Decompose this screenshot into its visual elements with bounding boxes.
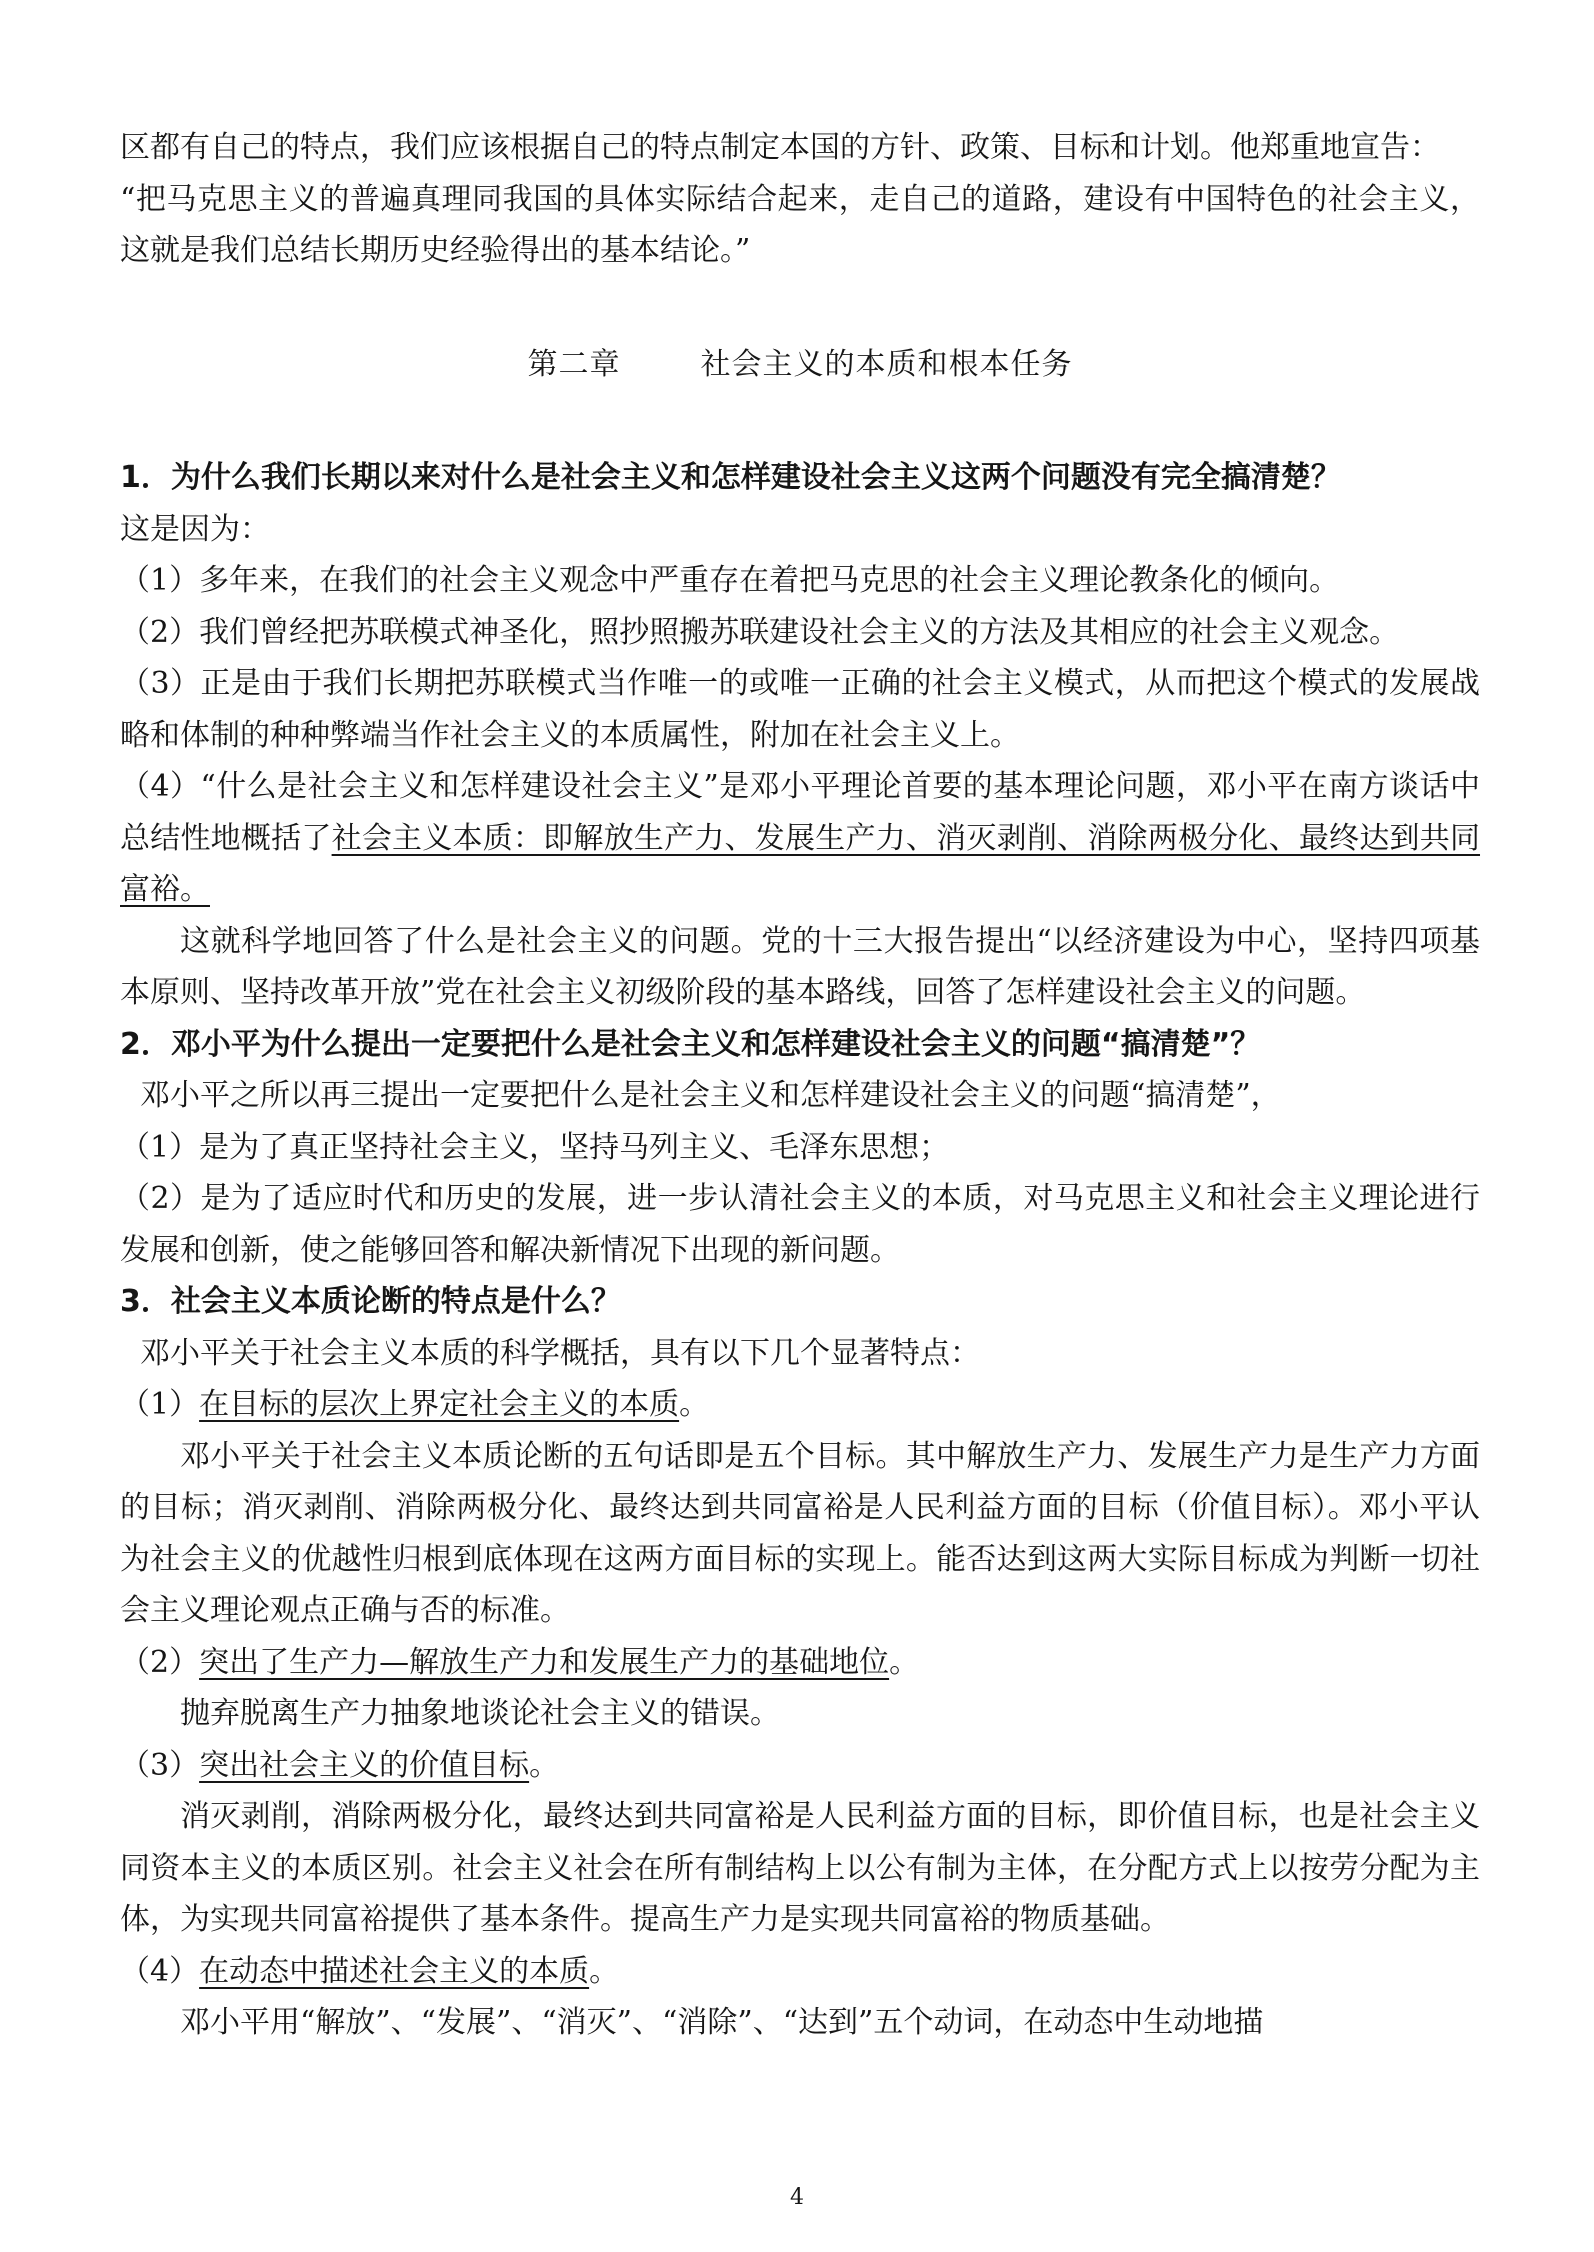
q3-point-2-body: 抛弃脱离生产力抽象地谈论社会主义的错误。 (180, 1696, 780, 1731)
q3-point-3-num: （3） (120, 1747, 200, 1783)
q3-point-1-underlined: 在目标的层次上界定社会主义的本质 (199, 1387, 680, 1422)
question-2-title: 2．邓小平为什么提出一定要把什么是社会主义和怎样建设社会主义的问题“搞清楚”？ (120, 1026, 1261, 1062)
q3-point-2-end: 。 (889, 1644, 920, 1680)
q2-point-1: （1）是为了真正坚持社会主义，坚持马列主义、毛泽东思想； (120, 1129, 950, 1165)
q1-point-3: （3）正是由于我们长期把苏联模式当作唯一的或唯一正确的社会主义模式，从而把这个模式的发展战略和体制的种种弊端当作社会主义的本质属性，附加在社会主义上。 (120, 666, 1480, 753)
q1-point-4 (120, 761, 1480, 916)
document-page (120, 122, 1480, 2049)
q3-point-4-underlined: 在动态中描述社会主义的本质 (199, 1953, 590, 1989)
q1-point-1: （1）多年来，在我们的社会主义观念中严重存在着把马克思的社会主义理论教条化的倾向。 (120, 563, 1340, 598)
q3-point-3-heading (120, 1740, 1480, 1792)
chapter-title: 社会主义的本质和根本任务 (700, 346, 1073, 382)
q1-point-4-text: （4）“什么是社会主义和怎样建设社会主义”是邓小平理论首要的基本理论问题，邓小平在南方谈话中总结性地概括了 (120, 769, 1480, 856)
page-number: 4 (790, 2185, 804, 2210)
q3-point-4-end: 。 (589, 1953, 620, 1989)
q3-point-1-num: （1） (120, 1387, 200, 1422)
q3-point-3-underlined: 突出社会主义的价值目标 (199, 1747, 530, 1783)
q1-point-4-underlined: 社会主义本质：即解放生产力、发展生产力、消灭剥削、消除两极分化、最终达到共同富裕。 (120, 820, 1481, 907)
q3-point-1-heading (120, 1379, 1480, 1431)
q3-point-2-num: （2） (120, 1644, 200, 1680)
q3-point-2-heading (120, 1637, 1480, 1689)
q3-point-2-underlined: 突出了生产力—解放生产力和发展生产力的基础地位 (199, 1644, 890, 1680)
q3-lead: 邓小平关于社会主义本质的科学概括，具有以下几个显著特点： (140, 1335, 980, 1371)
q3-point-1-end: 。 (679, 1387, 710, 1422)
q3-point-1-body: 邓小平关于社会主义本质论断的五句话即是五个目标。其中解放生产力、发展生产力是生产力方面的目标；消灭剥削、消除两极分化、最终达到共同富裕是人民利益方面的目标（价值目标）。邓小平认为社会主义的优越性归根到底体现在这两方面目标的实现上。能否达到这两大实际目标成为判断一切社会主义理论观点正确与否的标准。 (120, 1438, 1480, 1628)
q1-point-2: （2）我们曾经把苏联模式神圣化，照抄照搬苏联建设社会主义的方法及其相应的社会主义观念。 (120, 614, 1400, 650)
q2-lead: 邓小平之所以再三提出一定要把什么是社会主义和怎样建设社会主义的问题“搞清楚”， (140, 1078, 1281, 1113)
intro-line: 区都有自己的特点，我们应该根据自己的特点制定本国的方针、政策、目标和计划。他郑重地宣告： (120, 130, 1440, 165)
q1-lead: 这是因为： (120, 511, 270, 547)
q1-conclusion: 这就科学地回答了什么是社会主义的问题。党的十三大报告提出“以经济建设为中心，坚持四项基本原则、坚持改革开放”党在社会主义初级阶段的基本路线，回答了怎样建设社会主义的问题。 (120, 923, 1480, 1010)
q3-point-4-body: 邓小平用“解放”、“发展”、“消灭”、“消除”、“达到”五个动词，在动态中生动地描 (180, 2005, 1264, 2040)
q3-point-3-end: 。 (529, 1747, 560, 1783)
intro-quote: “把马克思主义的普遍真理同我国的具体实际结合起来，走自己的道路，建设有中国特色的社会主义，这就是我们总结长期历史经验得出的基本结论。” (120, 181, 1480, 268)
q3-point-4-num: （4） (120, 1953, 200, 1989)
chapter-number: 第二章 (527, 346, 621, 382)
question-3-title: 3．社会主义本质论断的特点是什么？ (120, 1284, 621, 1319)
q3-point-4-heading (120, 1946, 1480, 1998)
chapter-heading (120, 339, 1480, 391)
q2-point-2: （2）是为了适应时代和历史的发展，进一步认清社会主义的本质，对马克思主义和社会主义理论进行发展和创新，使之能够回答和解决新情况下出现的新问题。 (120, 1181, 1480, 1268)
q3-point-3-body: 消灭剥削，消除两极分化，最终达到共同富裕是人民利益方面的目标，即价值目标，也是社会主义同资本主义的本质区别。社会主义社会在所有制结构上以公有制为主体，在分配方式上以按劳分配为主体，为实现共同富裕提供了基本条件。提高生产力是实现共同富裕的物质基础。 (120, 1799, 1480, 1937)
question-1-title: 1．为什么我们长期以来对什么是社会主义和怎样建设社会主义这两个问题没有完全搞清楚？ (120, 460, 1341, 495)
